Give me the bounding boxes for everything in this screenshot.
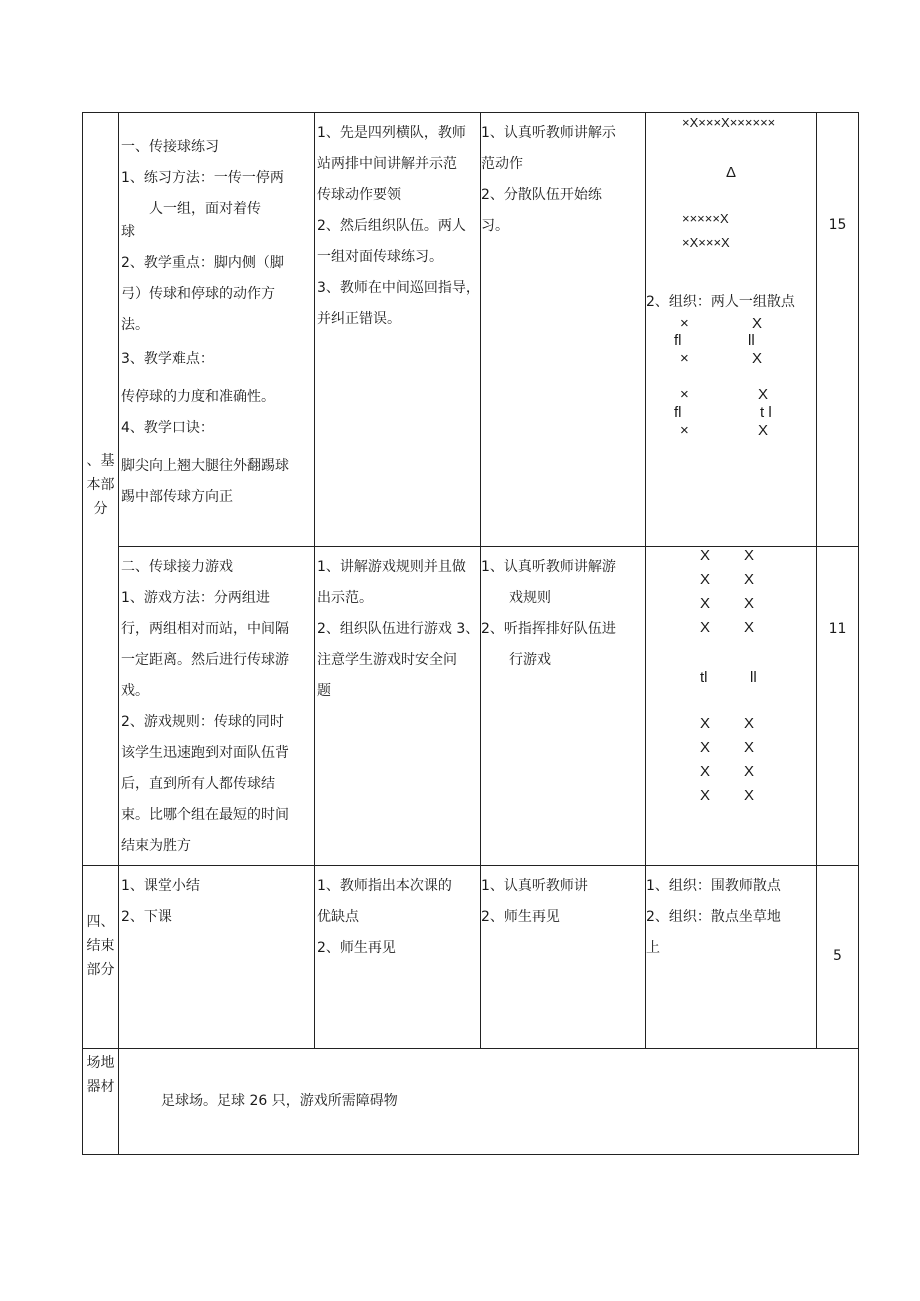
formation-diagram-1 <box>646 113 816 545</box>
teacher-line: 2、然后组织队伍。两人 <box>317 218 466 234</box>
teacher-line: 1、先是四列横队，教师 <box>317 125 466 141</box>
content-line: 行，两组相对而站，中间隔 <box>121 621 289 637</box>
student-line: 2、听指挥排好队伍进 <box>481 621 616 637</box>
content-line: 2、游戏规则：传球的同时 <box>121 714 284 730</box>
team-b-player: X <box>744 715 755 732</box>
content-cell-2 <box>119 547 315 866</box>
minutes-value: 15 <box>828 217 847 233</box>
pair-right: X <box>752 350 763 367</box>
team-a-player: X <box>700 595 711 612</box>
content-line: 3、教学难点： <box>121 351 214 367</box>
row-venue <box>83 1049 859 1155</box>
content-line: 1、游戏方法：分两组进 <box>121 590 270 606</box>
lesson-plan-table <box>82 112 859 1155</box>
content-line: 后，直到所有人都传球结 <box>121 776 275 792</box>
content-line: 1、练习方法：一传一停两 <box>121 170 284 186</box>
section-ending-label: 四、结束部分 <box>86 914 115 978</box>
teacher-cell-3 <box>315 866 481 1049</box>
teacher-line: 出示范。 <box>317 590 373 606</box>
pair-left: × <box>680 422 689 439</box>
formation-row-top: ×X×××X×××××× <box>682 115 776 130</box>
teacher-line: 2、组织队伍进行游戏 3、 <box>317 621 480 637</box>
content-line: 2、下课 <box>121 909 172 925</box>
content-line: 踢中部传球方向正 <box>121 489 233 505</box>
team-a-player: X <box>700 787 711 804</box>
student-cell-1 <box>481 113 646 547</box>
equipment-cell <box>119 1049 859 1155</box>
formation-row-a: ×××××X <box>682 211 729 226</box>
org-line: 上 <box>646 940 660 956</box>
content-cell-1 <box>119 113 315 547</box>
content-line: 结束为胜方 <box>121 838 191 854</box>
minutes-value: 5 <box>833 948 842 964</box>
teacher-line: 1、教师指出本次课的 <box>317 878 452 894</box>
minutes-cell-1 <box>817 113 859 547</box>
content-line: 束。比哪个组在最短的时间 <box>121 807 289 823</box>
content-line: 1、课堂小结 <box>121 878 200 894</box>
student-line: 1、认真听教师讲解游 <box>481 559 616 575</box>
student-line: 戏规则 <box>509 590 551 606</box>
content-line: 脚尖向上翘大腿往外翻踢球 <box>121 458 289 474</box>
team-b-player: X <box>744 595 755 612</box>
team-a-player: X <box>700 619 711 636</box>
section-venue-label: 场地器材 <box>86 1055 115 1095</box>
pair-left: × <box>680 386 689 403</box>
section-basic-cell <box>83 113 119 866</box>
content-line: 法。 <box>121 317 149 333</box>
formation-row-b: ×X×××X <box>682 235 730 250</box>
team-b-player: X <box>744 739 755 756</box>
teacher-line: 站两排中间讲解并示范 <box>317 156 457 172</box>
pair-left: × <box>680 315 689 332</box>
org-cell-3 <box>646 866 817 1049</box>
team-b-player: X <box>744 763 755 780</box>
midline-right: ll <box>750 669 757 686</box>
row-relay-game <box>83 547 859 866</box>
content-line: 球 <box>121 224 135 240</box>
teacher-cell-2 <box>315 547 481 866</box>
content-line: 传停球的力度和准确性。 <box>121 389 275 405</box>
pair-left: × <box>680 350 689 367</box>
equipment-text: 足球场。足球 26 只，游戏所需障碍物 <box>161 1093 398 1109</box>
student-line: 1、认真听教师讲解示 <box>481 125 616 141</box>
org-cell-1 <box>646 113 817 547</box>
teacher-cell-1 <box>315 113 481 547</box>
team-b-player: X <box>744 571 755 588</box>
pair-right: X <box>758 386 769 403</box>
team-a-player: X <box>700 715 711 732</box>
teacher-line: 优缺点 <box>317 909 359 925</box>
teacher-line: 题 <box>317 683 331 699</box>
content-line: 弓）传球和停球的动作方 <box>121 286 275 302</box>
content-line: 二、传球接力游戏 <box>121 559 233 575</box>
section-venue-cell <box>83 1049 119 1155</box>
pair-right: X <box>758 422 769 439</box>
student-cell-2 <box>481 547 646 866</box>
content-line: 戏。 <box>121 683 149 699</box>
formation-diagram-2 <box>646 547 816 856</box>
team-b-player: X <box>744 787 755 804</box>
teacher-line: 3、教师在中间巡回指导， <box>317 280 480 296</box>
section-basic-label: 、基本部分 <box>86 453 115 517</box>
student-line: 行游戏 <box>509 652 551 668</box>
team-a-player: X <box>700 763 711 780</box>
team-b-player: X <box>744 547 755 564</box>
org-line: 2、组织：散点坐草地 <box>646 909 781 925</box>
minutes-cell-2 <box>817 547 859 866</box>
teacher-line: 注意学生游戏时安全问 <box>317 652 457 668</box>
minutes-cell-3 <box>817 866 859 1049</box>
student-line: 范动作 <box>481 156 523 172</box>
content-line: 2、教学重点：脚内侧（脚 <box>121 255 284 271</box>
teacher-line: 1、讲解游戏规则并且做 <box>317 559 466 575</box>
student-line: 2、师生再见 <box>481 909 560 925</box>
content-cell-3 <box>119 866 315 1049</box>
content-line: 人一组，面对着传 <box>149 201 261 217</box>
teacher-line: 2、师生再见 <box>317 940 396 956</box>
student-line: 习。 <box>481 218 509 234</box>
student-line: 1、认真听教师讲 <box>481 878 588 894</box>
team-b-player: X <box>744 619 755 636</box>
row-pass-practice <box>83 113 859 547</box>
team-a-player: X <box>700 739 711 756</box>
pair-left: fl <box>674 404 682 421</box>
teacher-line: 传球动作要领 <box>317 187 401 203</box>
pair-right: ll <box>748 332 755 349</box>
content-line: 该学生迅速跑到对面队伍背 <box>121 745 289 761</box>
organization-label: 2、组织：两人一组散点 <box>646 294 795 310</box>
pair-left: fl <box>674 332 682 349</box>
pair-right: t l <box>760 404 772 421</box>
team-a-player: X <box>700 547 711 564</box>
student-line: 2、分散队伍开始练 <box>481 187 602 203</box>
section-ending-cell <box>83 866 119 1049</box>
org-line: 1、组织：围教师散点 <box>646 878 781 894</box>
team-a-player: X <box>700 571 711 588</box>
org-cell-2 <box>646 547 817 866</box>
student-cell-3 <box>481 866 646 1049</box>
teacher-marker: Δ <box>726 164 737 181</box>
row-ending <box>83 866 859 1049</box>
content-line: 4、教学口诀： <box>121 420 214 436</box>
midline-left: tl <box>700 669 708 686</box>
teacher-line: 并纠正错误。 <box>317 311 401 327</box>
teacher-line: 一组对面传球练习。 <box>317 249 443 265</box>
content-line: 一定距离。然后进行传球游 <box>121 652 289 668</box>
pair-right: X <box>752 315 763 332</box>
minutes-value: 11 <box>828 621 847 637</box>
content-line: 一、传接球练习 <box>121 139 219 155</box>
